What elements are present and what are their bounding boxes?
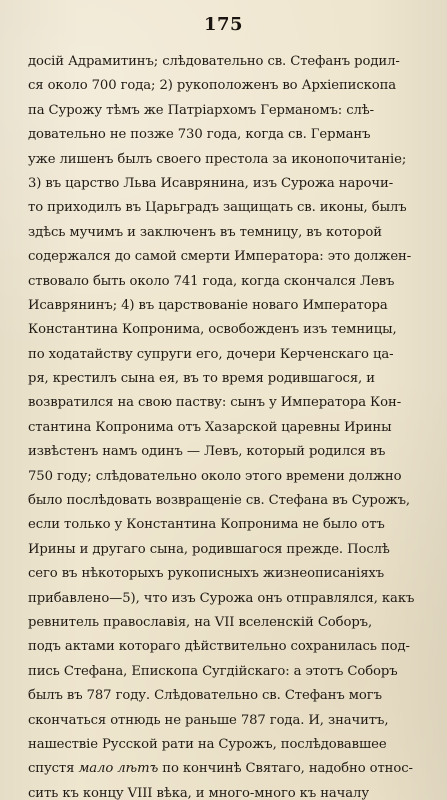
- text-line-15: возвратился на свою паству: сынъ у Императора Кон-: [28, 395, 402, 411]
- text-line-10: ствовало быть около 741 года, когда скончался Левъ: [28, 273, 395, 289]
- page-number: 175: [203, 14, 244, 35]
- text-line-29: нашествiе Русской рати на Сурожъ, послѣдовавшее: [28, 736, 387, 752]
- italic-phrase: мало лѣтъ: [78, 761, 159, 777]
- body-text: [28, 50, 416, 800]
- text-line-28: скончаться отнюдь не раньше 787 года. И, значитъ,: [28, 712, 389, 728]
- text-line-4: довательно не позже 730 года, когда св. Германъ: [28, 127, 371, 143]
- text-line-6: 3) въ царство Льва Исаврянина, изъ Сурожа нарочи-: [28, 175, 394, 191]
- text-line-11: Исаврянинъ; 4) въ царствованiе новаго Императора: [28, 297, 388, 313]
- text-line-19: было послѣдовать возвращенiе св. Стефана въ Сурожъ,: [28, 493, 411, 509]
- text-line-30-suffix: по кончинѣ Святаго, надобно относ-: [158, 761, 413, 777]
- text-line-5: уже лишенъ былъ своего престола за иконопочитанiе;: [28, 151, 407, 167]
- text-line-18: 750 году; слѣдовательно около этого времени должно: [28, 468, 402, 484]
- text-line-24: ревнитель православiя, на VII вселенскiй Соборъ,: [28, 614, 373, 630]
- text-line-20: если только у Константина Копронима не было отъ: [28, 517, 385, 533]
- text-line-27: былъ въ 787 году. Слѣдовательно св. Стефанъ могъ: [28, 688, 382, 704]
- text-line-17: извѣстенъ намъ одинъ — Левъ, который родился въ: [28, 444, 386, 460]
- text-line-3: па Сурожу тѣмъ же Патрiархомъ Германомъ: слѣ-: [28, 102, 374, 118]
- text-line-30: [28, 757, 416, 781]
- text-line-9: содержался до самой смерти Императора: это должен-: [28, 249, 412, 265]
- text-line-8: здѣсь мучимъ и заключенъ въ темницу, въ которой: [28, 224, 382, 240]
- text-line-7: то приходилъ въ Царьградъ защищать св. иконы, былъ: [28, 200, 407, 216]
- text-line-12: Константина Копронима, освобожденъ изъ темницы,: [28, 322, 397, 338]
- text-line-13: по ходатайству супруги его, дочери Керченскаго ца-: [28, 346, 394, 362]
- text-line-1: досiй Адрамитинъ; слѣдовательно св. Стефанъ родил-: [28, 54, 400, 69]
- text-line-2: ся около 700 года; 2) рукоположенъ во Архiепископа: [28, 78, 397, 94]
- text-line-21: Ирины и другаго сына, родившагося прежде. Послѣ: [28, 541, 390, 557]
- text-line-16: стантина Копронима отъ Хазарской царевны Ирины: [28, 419, 392, 435]
- text-line-14: ря, крестилъ сына ея, въ то время родившагося, и: [28, 371, 375, 387]
- text-line-23: прибавлено—5), что изъ Сурожа онъ отправлялся, какъ: [28, 590, 415, 606]
- text-line-26: пись Стефана, Епископа Сугдiйскаго: а этотъ Соборъ: [28, 663, 398, 679]
- text-line-31: сить къ концу VIII вѣка, и много-много къ началу: [28, 785, 369, 800]
- text-line-30-prefix: спустя: [28, 761, 79, 777]
- text-line-25: подъ актами котораго дѣйствительно сохранилась под-: [28, 639, 410, 655]
- text-line-22: сего въ нѣкоторыхъ рукописныхъ жизнеописанiяхъ: [28, 566, 385, 582]
